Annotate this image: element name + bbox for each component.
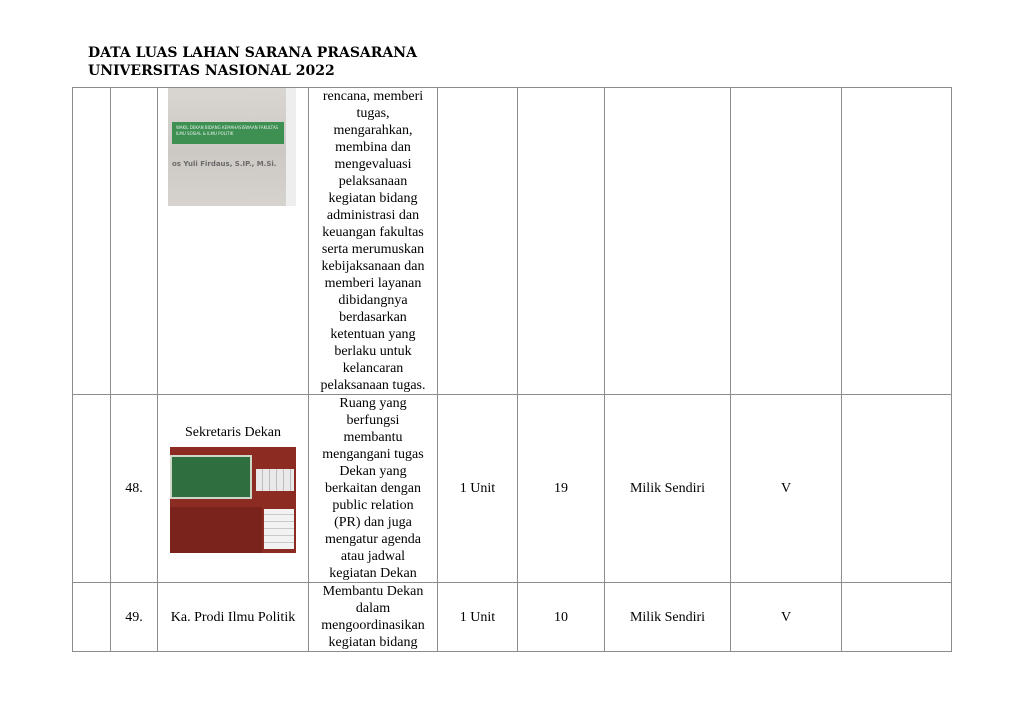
- table-row: [73, 395, 952, 583]
- table-row: [73, 88, 952, 395]
- sign-plaque: WAKIL DEKAN BIDANG KEMAHASISWAAN FAKULTAS ILMU SOSIAL & ILMU POLITIK: [172, 122, 284, 144]
- description-line: membina dan: [335, 140, 411, 155]
- quantity-cell: [438, 88, 518, 395]
- description-line: mengoordinasikan: [321, 618, 425, 633]
- description-line: mengangani tugas: [322, 447, 424, 462]
- description-line: berfungsi: [346, 413, 400, 428]
- description-line: (PR) dan juga: [334, 515, 412, 530]
- photo-edge: [286, 88, 296, 206]
- room-photo: [170, 447, 296, 553]
- description-line: mengarahkan,: [333, 123, 413, 138]
- description-line: Dekan yang: [339, 464, 407, 479]
- description-text: [309, 88, 437, 394]
- description-line: kelancaran: [342, 361, 404, 376]
- row-spacer-cell: [73, 395, 111, 583]
- description-line: dibidangnya: [338, 293, 408, 308]
- door-sign: [170, 455, 252, 499]
- description-line: memberi layanan: [324, 276, 422, 291]
- ownership-cell: Milik Sendiri: [605, 395, 731, 583]
- description-line: rencana, memberi: [322, 89, 424, 104]
- quantity-cell: 1 Unit: [438, 395, 518, 583]
- description-line: keuangan fakultas: [322, 225, 424, 240]
- description-line: berkaitan dengan: [324, 481, 421, 496]
- note-cell: [842, 395, 952, 583]
- description-line: pelaksanaan: [338, 174, 408, 189]
- note-cell: [842, 88, 952, 395]
- description-cell: [309, 88, 438, 395]
- ownership-cell: [605, 88, 731, 395]
- description-line: kebijaksanaan dan: [321, 259, 425, 274]
- description-cell: [309, 395, 438, 583]
- room-name: Sekretaris Dekan: [184, 425, 282, 440]
- description-line: berlaku untuk: [334, 344, 412, 359]
- table-row: [73, 583, 952, 652]
- facility-table: [72, 87, 952, 652]
- description-line: berdasarkan: [339, 310, 407, 325]
- description-line: mengevaluasi: [334, 157, 412, 172]
- area-cell: 10: [518, 583, 605, 652]
- window-glass: [256, 469, 294, 491]
- description-line: mengatur agenda: [324, 532, 421, 547]
- room-name-cell: Ka. Prodi Ilmu Politik: [158, 583, 309, 652]
- description-text: [309, 583, 437, 651]
- description-line: atau jadwal: [340, 549, 406, 564]
- description-line: dalam: [355, 601, 391, 616]
- note-cell: [842, 583, 952, 652]
- window-glass: [264, 509, 294, 549]
- check-cell: V: [731, 583, 842, 652]
- description-line: membantu: [343, 430, 403, 445]
- row-spacer-cell: [73, 88, 111, 395]
- quantity-cell: 1 Unit: [438, 583, 518, 652]
- document-header: [88, 44, 417, 80]
- description-cell: [309, 583, 438, 652]
- description-line: serta merumuskan: [321, 242, 425, 257]
- description-line: kegiatan bidang: [328, 635, 418, 650]
- description-line: administrasi dan: [326, 208, 420, 223]
- door-shadow: [170, 507, 262, 553]
- description-line: pelaksanaan tugas.: [320, 378, 426, 393]
- description-line: Membantu Dekan: [322, 584, 424, 599]
- ownership-cell: Milik Sendiri: [605, 583, 731, 652]
- area-cell: 19: [518, 395, 605, 583]
- description-line: public relation: [332, 498, 414, 513]
- room-photo-cell: [158, 88, 309, 395]
- room-name-cell: [158, 395, 309, 583]
- document-title-line-1: DATA LUAS LAHAN SARANA PRASARANA: [88, 45, 417, 61]
- description-text: [309, 395, 437, 582]
- check-cell: [731, 88, 842, 395]
- sign-name-text: os Yuli Firdaus, S.IP., M.Si.: [172, 160, 277, 168]
- area-cell: [518, 88, 605, 395]
- row-number-cell: [111, 88, 158, 395]
- check-cell: V: [731, 395, 842, 583]
- row-number-cell: 48.: [111, 395, 158, 583]
- room-photo: [168, 88, 296, 206]
- description-line: tugas,: [356, 106, 390, 121]
- row-number-cell: 49.: [111, 583, 158, 652]
- description-line: kegiatan bidang: [328, 191, 418, 206]
- row-spacer-cell: [73, 583, 111, 652]
- description-line: Ruang yang: [339, 396, 407, 411]
- description-line: kegiatan Dekan: [329, 566, 417, 581]
- document-title-line-2: UNIVERSITAS NASIONAL 2022: [88, 63, 335, 79]
- description-line: ketentuan yang: [330, 327, 416, 342]
